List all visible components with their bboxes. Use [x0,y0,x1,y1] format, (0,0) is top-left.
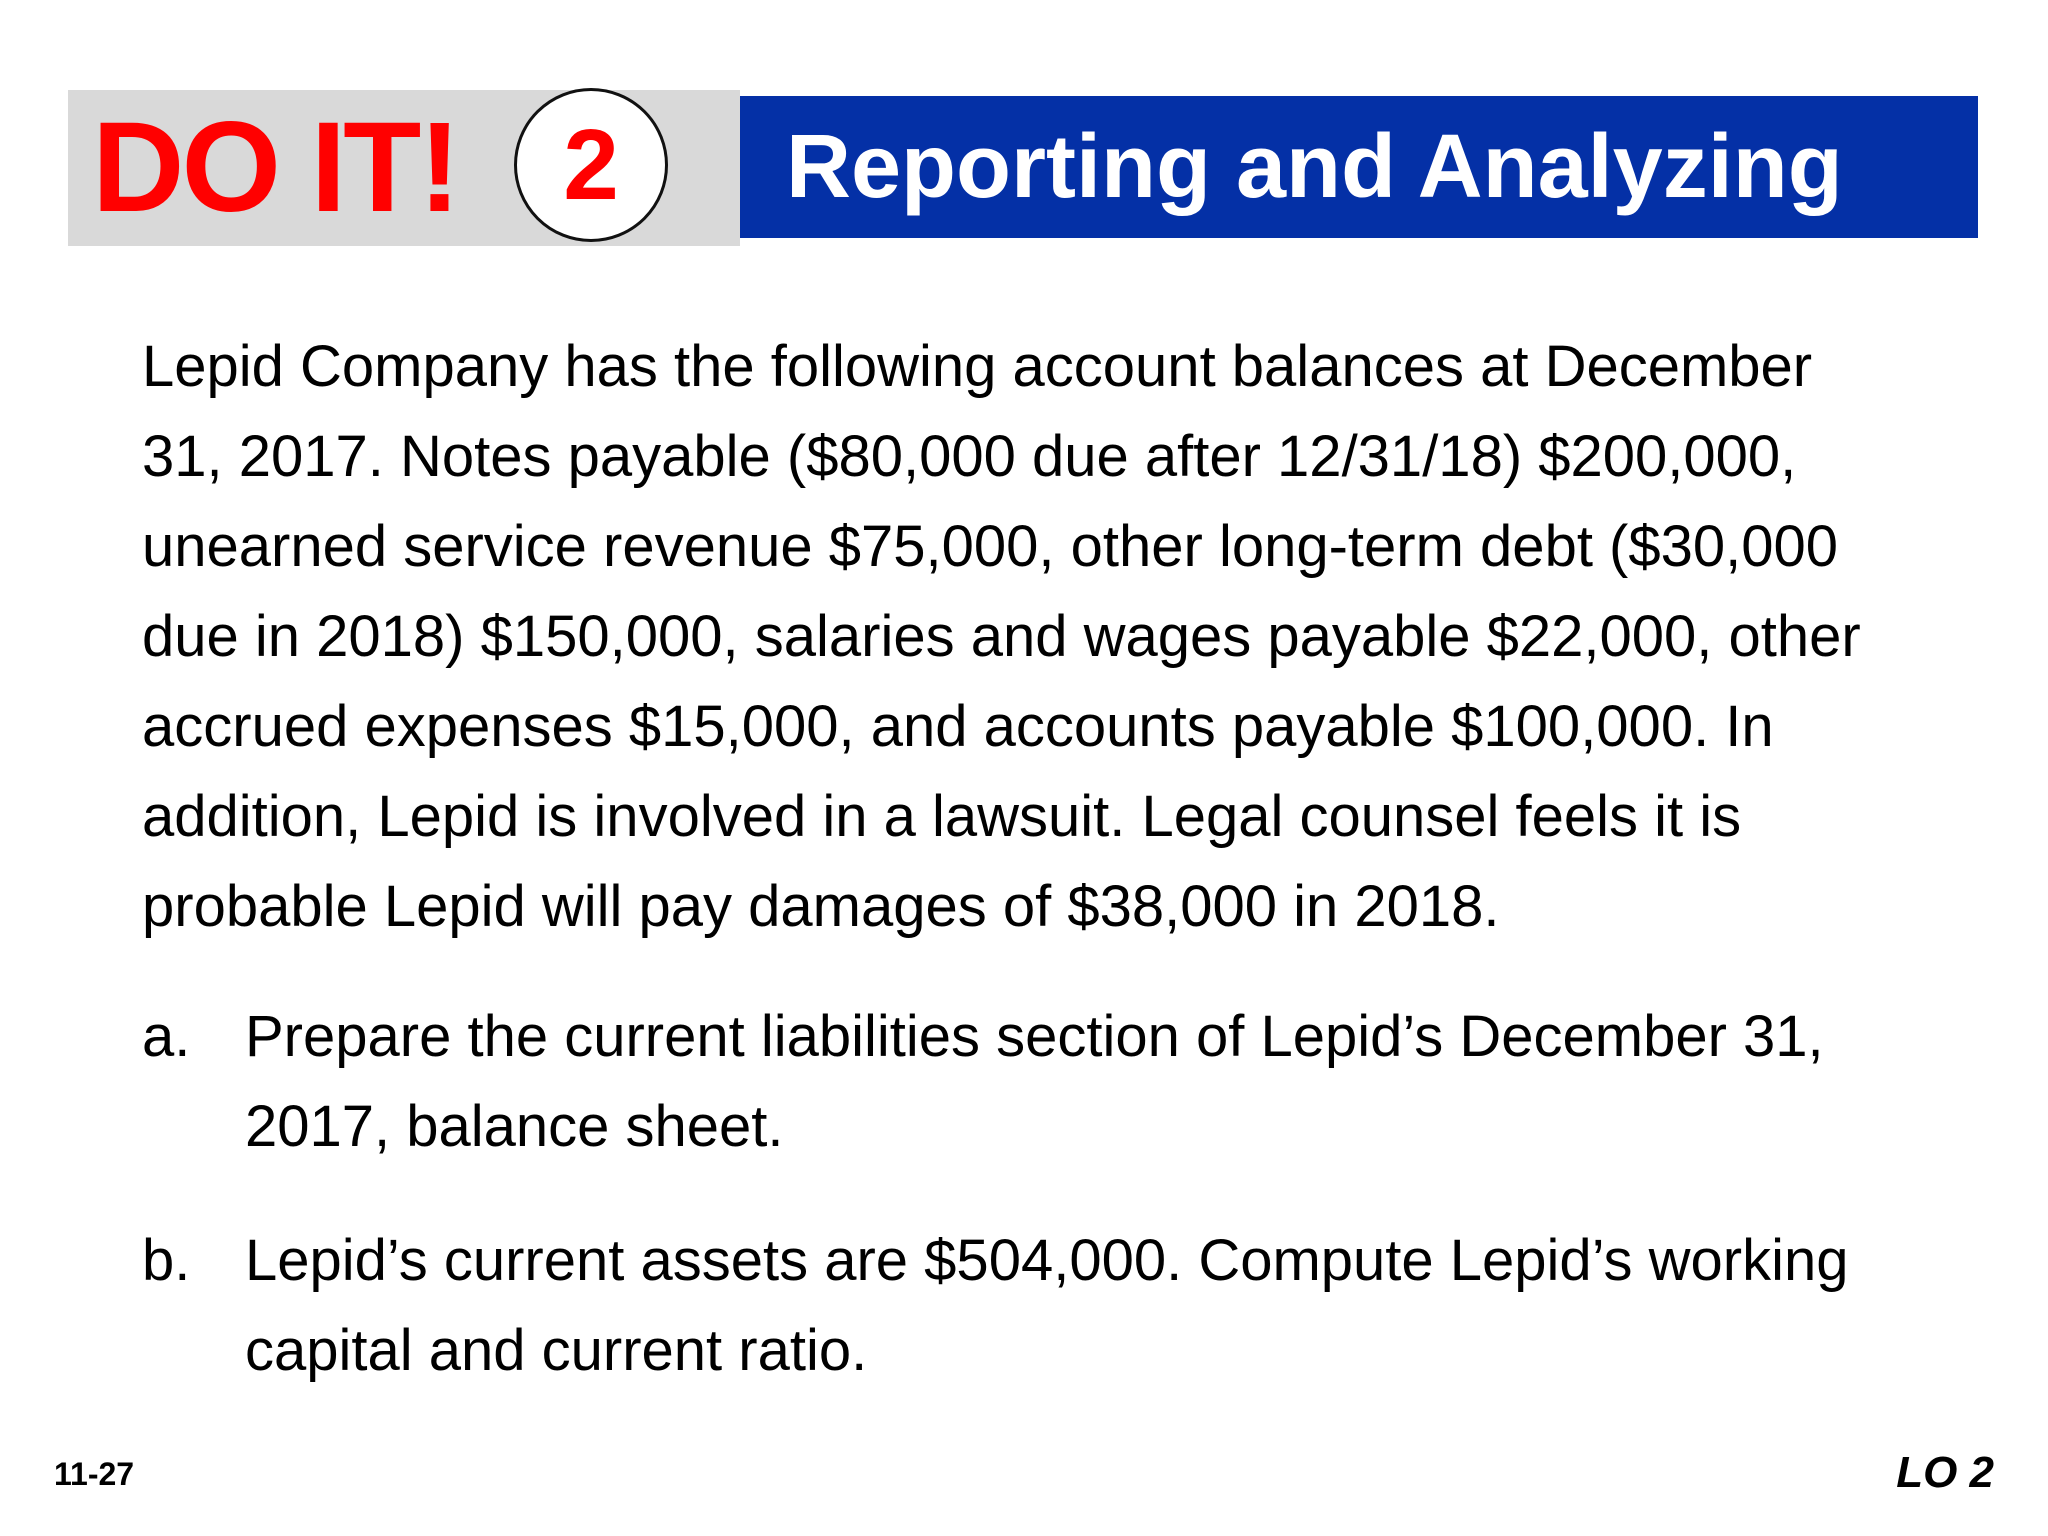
problem-line: probable Lepid will pay damages of $38,000 in 2018. [142,874,1500,939]
slide-number: 11-27 [54,1456,135,1492]
problem-line: addition, Lepid is involved in a lawsuit. Legal counsel feels it is [142,784,1742,849]
problem-line: unearned service revenue $75,000, other long-term debt ($30,000 [142,514,1839,579]
task-line: Lepid’s current assets are $504,000. Compute Lepid’s working [245,1228,1849,1293]
task-line: Prepare the current liabilities section of Lepid’s December 31, [245,1004,1824,1069]
slide-body [142,322,1962,1440]
slide-title: Reporting and Analyzing [786,117,1843,217]
task-marker: b. [142,1228,191,1293]
exercise-number-badge: 2 [514,88,668,242]
task-line: 2017, balance sheet. [245,1094,784,1159]
problem-statement [142,322,1962,952]
task-list [142,992,1962,1396]
problem-line: Lepid Company has the following account balances at December [142,334,1813,399]
task-line: capital and current ratio. [245,1318,868,1383]
task-text [245,992,1962,1172]
do-it-label: DO IT! [92,96,458,239]
task-marker: a. [142,1004,191,1069]
task-item-b [142,1216,1962,1396]
problem-line: 31, 2017. Notes payable ($80,000 due after 12/31/18) $200,000, [142,424,1797,489]
problem-line: due in 2018) $150,000, salaries and wages payable $22,000, other [142,604,1861,669]
learning-objective-label: LO 2 [1896,1448,1994,1497]
task-text [245,1216,1962,1396]
problem-line: accrued expenses $15,000, and accounts payable $100,000. In [142,694,1774,759]
task-item-a [142,992,1962,1172]
